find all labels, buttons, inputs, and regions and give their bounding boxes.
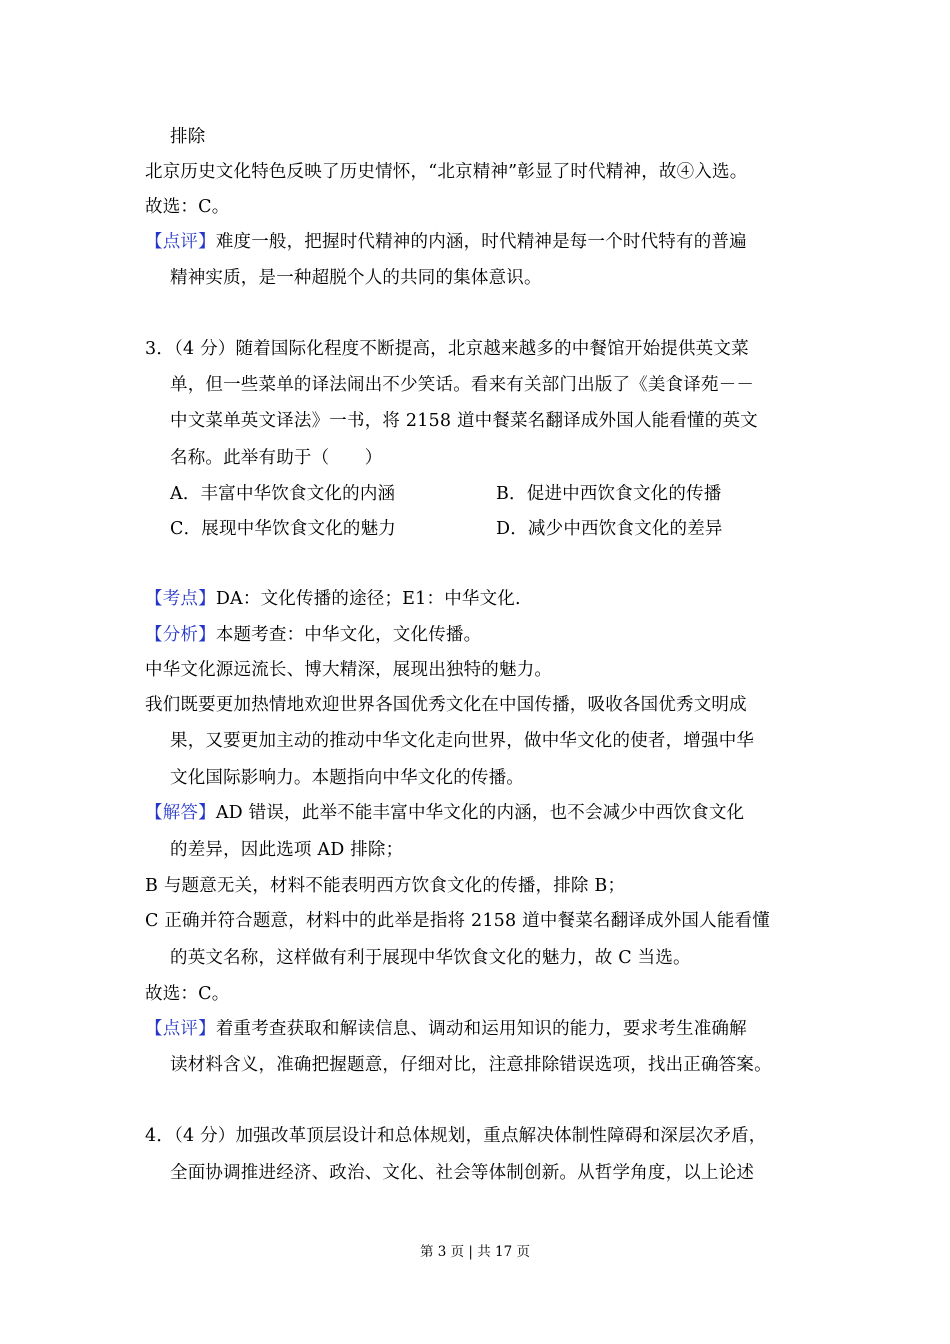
question-3-line: 单，但一些菜单的译法闹出不少笑话。看来有关部门出版了《美食译苑－－ [170, 375, 755, 395]
page-footer: 第 3 页 | 共 17 页 [419, 1244, 531, 1260]
option-c: C．展现中华饮食文化的魅力 [170, 519, 396, 539]
kaodian-tag: 【考点】 [145, 589, 216, 609]
text-line: B 与题意无关，材料不能表明西方饮食文化的传播，排除 B； [145, 876, 626, 896]
kaodian-line [145, 588, 521, 610]
jieda-tag: 【解答】 [145, 803, 216, 823]
text-line: 故选：C。 [145, 197, 230, 217]
text-line: C 正确并符合题意，材料中的此举是指将 2158 道中餐菜名翻译成外国人能看懂 [145, 911, 770, 931]
text-line: 精神实质，是一种超脱个人的共同的集体意识。 [170, 268, 542, 288]
comment-text: 难度一般，把握时代精神的内涵，时代精神是每一个时代特有的普遍 [215, 232, 747, 252]
dianping-tag: 【点评】 [145, 1019, 216, 1039]
text-line: 果，又要更加主动的推动中华文化走向世界，做中华文化的使者，增强中华 [170, 731, 755, 751]
question-4-line: 全面协调推进经济、政治、文化、社会等体制创新。从哲学角度，以上论述 [170, 1163, 755, 1183]
text-line: 的英文名称，这样做有利于展现中华饮食文化的魅力，故 C 当选。 [170, 948, 691, 968]
comment-line [145, 231, 747, 253]
option-a: A．丰富中华饮食文化的内涵 [170, 484, 396, 504]
jieda-line [145, 802, 744, 824]
question-4-line: 4．（4 分）加强改革顶层设计和总体规划，重点解决体制性障碍和深层次矛盾， [145, 1126, 767, 1146]
fenxi-tag: 【分析】 [145, 625, 216, 645]
dianping-line [145, 1018, 747, 1040]
option-b: B．促进中西饮食文化的传播 [496, 484, 722, 504]
question-3-line: 中文菜单英文译法》一书，将 2158 道中餐菜名翻译成外国人能看懂的英文 [170, 411, 758, 431]
text-line: 文化国际影响力。本题指向中华文化的传播。 [170, 768, 524, 788]
text-line: 中华文化源远流长、博大精深，展现出独特的魅力。 [145, 660, 553, 680]
dianping-text: 着重考查获取和解读信息、调动和运用知识的能力，要求考生准确解 [215, 1019, 747, 1039]
text-line: 读材料含义，准确把握题意，仔细对比，注意排除错误选项，找出正确答案。 [170, 1055, 772, 1075]
question-3-line: 3．（4 分）随着国际化程度不断提高，北京越来越多的中餐馆开始提供英文菜 [145, 339, 749, 359]
kaodian-text: DA：文化传播的途径；E1：中华文化. [215, 589, 521, 609]
text-line: 北京历史文化特色反映了历史情怀，“北京精神”彰显了时代精神，故④入选。 [145, 162, 748, 182]
text-line: 故选：C。 [145, 984, 230, 1004]
jieda-text: AD 错误，此举不能丰富中华文化的内涵，也不会减少中西饮食文化 [215, 803, 745, 823]
text-line: 我们既要更加热情地欢迎世界各国优秀文化在中国传播，吸收各国优秀文明成 [145, 695, 747, 715]
question-3-line: 名称。此举有助于（ ） [170, 448, 383, 468]
text-line: 排除 [170, 127, 206, 147]
option-d: D．减少中西饮食文化的差异 [496, 519, 723, 539]
fenxi-line [145, 624, 481, 646]
comment-tag: 【点评】 [145, 232, 216, 252]
text-line: 的差异，因此选项 AD 排除； [170, 840, 404, 860]
fenxi-text: 本题考查：中华文化，文化传播。 [215, 625, 482, 645]
